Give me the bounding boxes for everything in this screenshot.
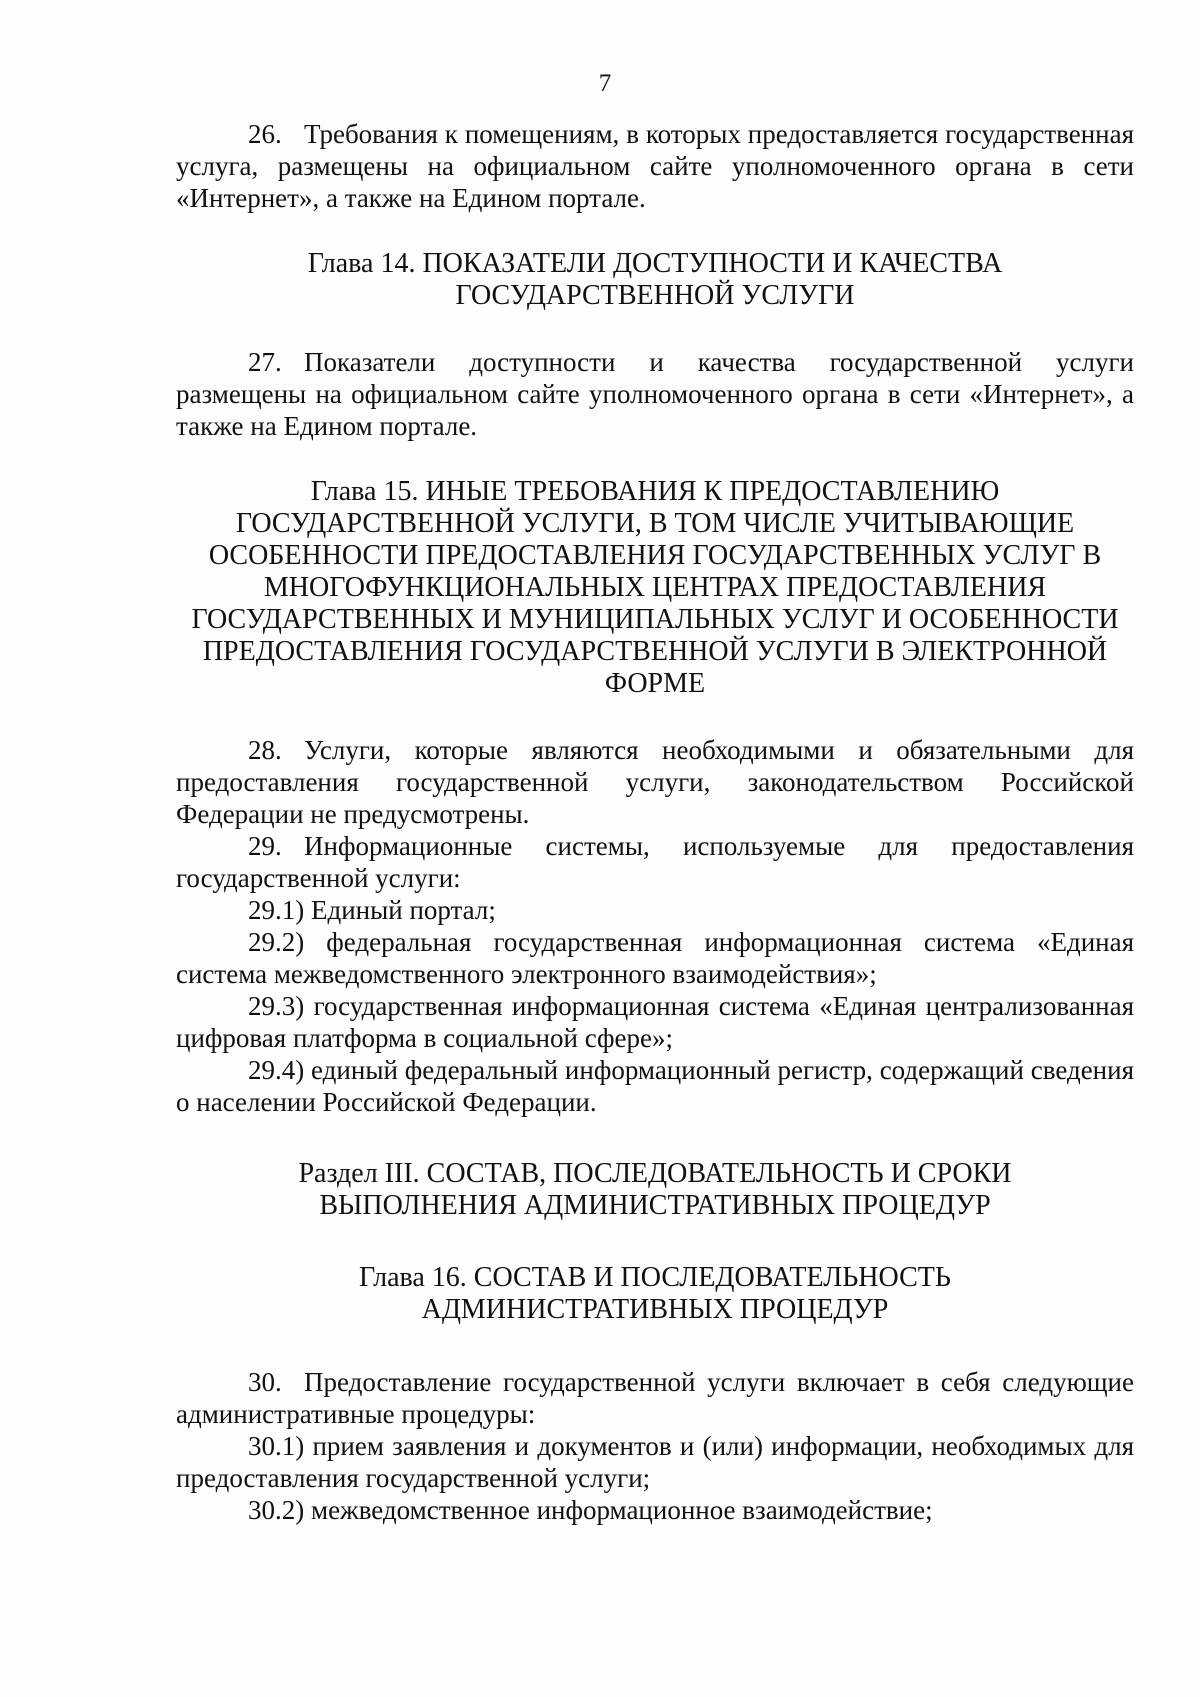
heading-line: ГОСУДАРСТВЕННОЙ УСЛУГИ, В ТОМ ЧИСЛЕ УЧИТЫВАЮЩИЕ bbox=[235, 508, 1075, 539]
heading-line: ВЫПОЛНЕНИЯ АДМИНИСТРАТИВНЫХ ПРОЦЕДУР bbox=[319, 1190, 991, 1221]
paragraph-29-1: 29.1) Единый портал; bbox=[248, 895, 496, 925]
paragraph-26 bbox=[176, 118, 1134, 214]
item-number: 29. bbox=[248, 831, 282, 861]
page-number: 7 bbox=[598, 70, 612, 97]
paragraph-29-2: 29.2) федеральная государственная информационная система «Единая система межведомственного электронного взаимодействия»; bbox=[176, 927, 1134, 989]
heading-line: ПРЕДОСТАВЛЕНИЯ ГОСУДАРСТВЕННОЙ УСЛУГИ В ЭЛЕКТРОННОЙ bbox=[202, 636, 1108, 667]
heading-line: ГОСУДАРСТВЕННОЙ УСЛУГИ bbox=[455, 280, 855, 311]
paragraph-29-3: 29.3) государственная информационная система «Единая централизованная цифровая платформа в социальной сфере»; bbox=[176, 991, 1134, 1053]
heading-line: Глава 15. ИНЫЕ ТРЕБОВАНИЯ К ПРЕДОСТАВЛЕНИЮ bbox=[310, 476, 1000, 507]
paragraph-30 bbox=[176, 1366, 1134, 1430]
heading-line: Глава 14. ПОКАЗАТЕЛИ ДОСТУПНОСТИ И КАЧЕСТВА bbox=[307, 248, 1003, 279]
paragraph-text: Информационные системы, используемые для предоставления государственной услуги: bbox=[176, 831, 1134, 893]
paragraph-29 bbox=[176, 830, 1134, 894]
heading-line: АДМИНИСТРАТИВНЫХ ПРОЦЕДУР bbox=[421, 1294, 889, 1325]
heading-line: Глава 16. СОСТАВ И ПОСЛЕДОВАТЕЛЬНОСТЬ bbox=[359, 1262, 951, 1293]
paragraph-28 bbox=[176, 734, 1134, 830]
heading-line: МНОГОФУНКЦИОНАЛЬНЫХ ЦЕНТРАХ ПРЕДОСТАВЛЕНИЯ bbox=[263, 572, 1047, 603]
item-number: 28. bbox=[248, 735, 282, 765]
document-body bbox=[176, 118, 1134, 1526]
item-number: 30. bbox=[248, 1367, 282, 1397]
paragraph-text: Предоставление государственной услуги включает в себя следующие административные процедуры: bbox=[176, 1367, 1134, 1429]
section-3-heading bbox=[176, 1158, 1134, 1222]
heading-line: ОСОБЕННОСТИ ПРЕДОСТАВЛЕНИЯ ГОСУДАРСТВЕННЫХ УСЛУГ В bbox=[208, 540, 1102, 571]
paragraph-text: Требования к помещениям, в которых предоставляется государственная услуга, размещены на официальном сайте уполномоченного органа в сети «Интернет», а также на Едином портале. bbox=[176, 119, 1134, 213]
paragraph-text: Показатели доступности и качества государственной услуги размещены на официальном сайте уполномоченного органа в сети «Интернет», а также на Едином портале. bbox=[176, 347, 1134, 441]
paragraph-30-1: 30.1) прием заявления и документов и (или) информации, необходимых для предоставления государственной услуги; bbox=[176, 1431, 1134, 1493]
paragraph-text: Услуги, которые являются необходимыми и обязательными для предоставления государственной услуги, законодательством Российской Федерации не предусмотрены. bbox=[176, 735, 1134, 829]
item-number: 27. bbox=[248, 347, 282, 377]
chapter-14-heading bbox=[176, 248, 1134, 312]
paragraph-29-4: 29.4) единый федеральный информационный регистр, содержащий сведения о населении Российской Федерации. bbox=[176, 1055, 1134, 1117]
chapter-16-heading bbox=[176, 1262, 1134, 1326]
chapter-15-heading bbox=[176, 476, 1134, 700]
paragraph-30-2: 30.2) межведомственное информационное взаимодействие; bbox=[248, 1495, 933, 1525]
paragraph-27 bbox=[176, 346, 1134, 442]
heading-line: ГОСУДАРСТВЕННЫХ И МУНИЦИПАЛЬНЫХ УСЛУГ И ОСОБЕННОСТИ bbox=[191, 604, 1119, 635]
item-number: 26. bbox=[248, 119, 282, 149]
heading-line: ФОРМЕ bbox=[604, 668, 706, 699]
heading-line: Раздел III. СОСТАВ, ПОСЛЕДОВАТЕЛЬНОСТЬ И СРОКИ bbox=[298, 1158, 1012, 1189]
